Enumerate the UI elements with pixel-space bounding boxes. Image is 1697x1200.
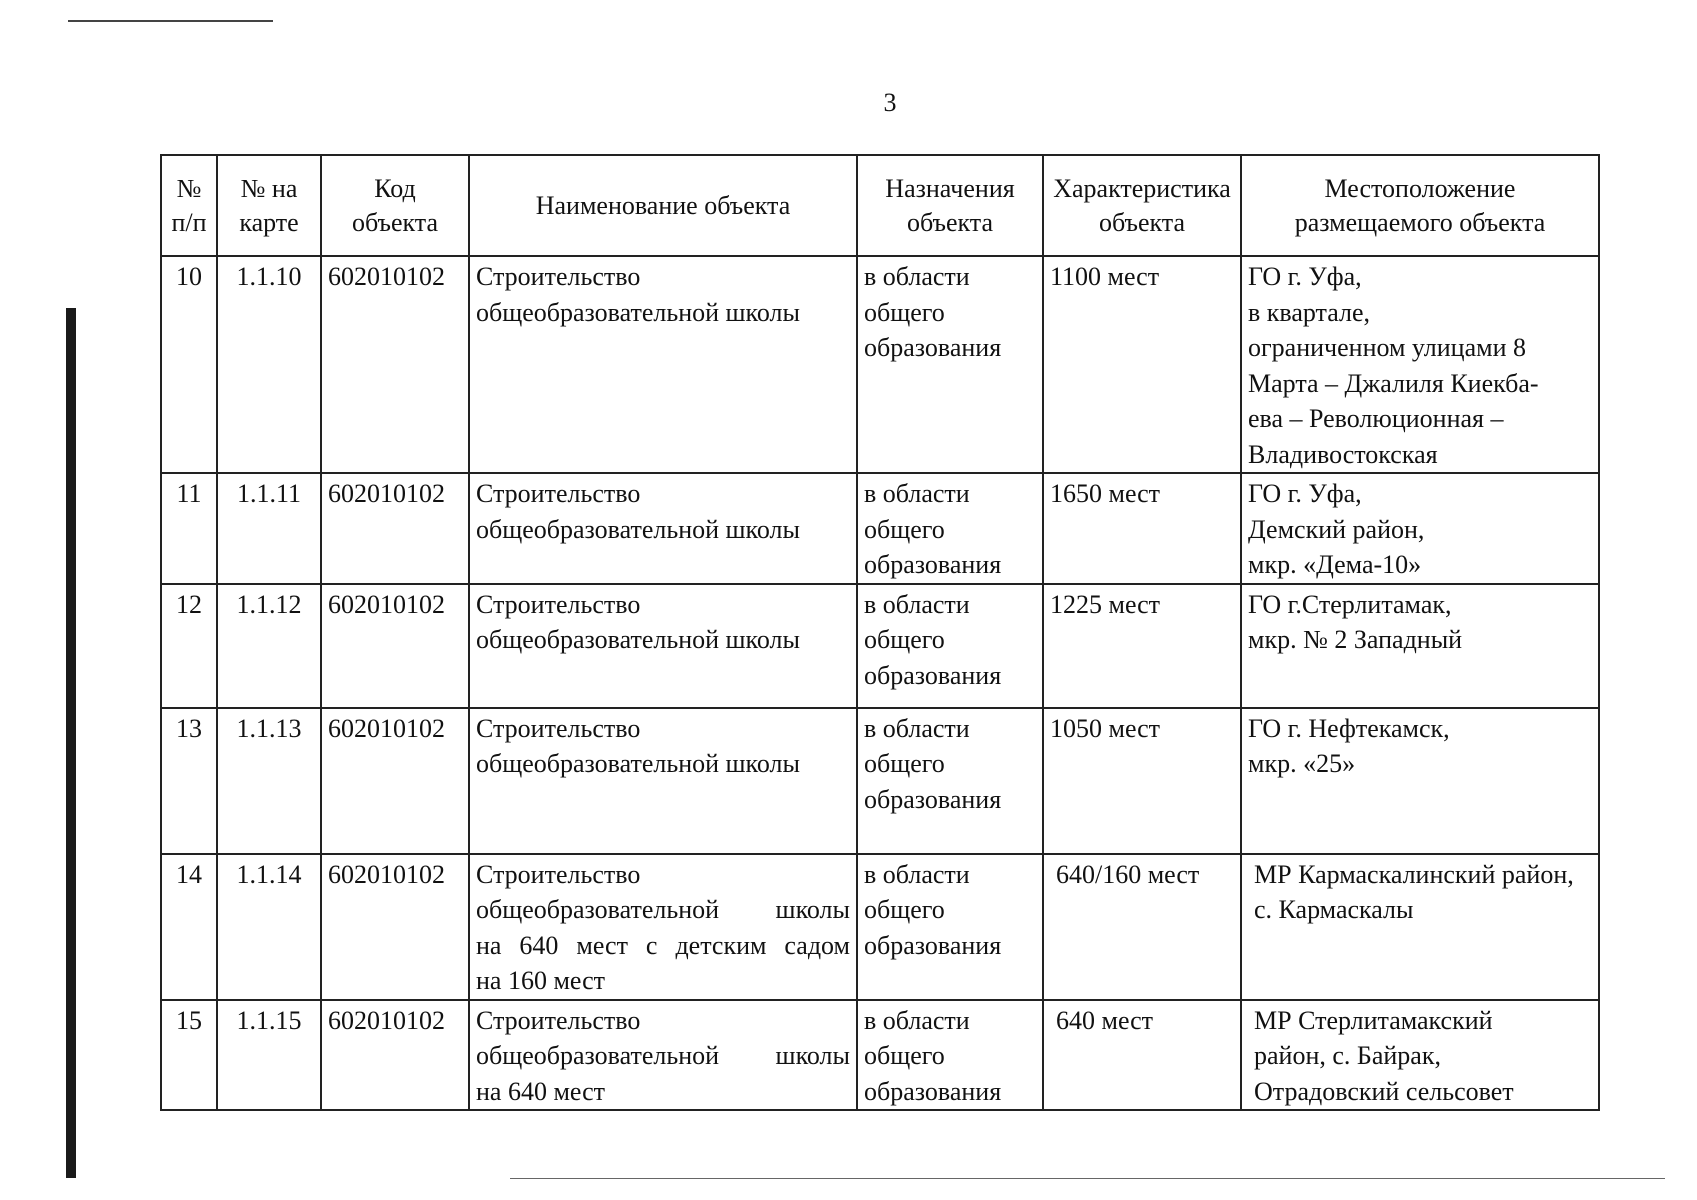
cell-map-number: 1.1.13	[217, 708, 321, 854]
cell-location	[1241, 473, 1599, 584]
cell-characteristic: 1225 мест	[1043, 584, 1241, 708]
cell-map-number: 1.1.10	[217, 256, 321, 473]
cell-purpose	[857, 584, 1043, 708]
cell-object-name-line: общеобразовательной школы	[476, 895, 850, 924]
cell-object-name-line: общеобразовательной школы	[476, 514, 800, 544]
scan-artifact-line-top	[68, 20, 273, 22]
header-cell	[857, 155, 1043, 256]
header-name-line-1: Наименование объекта	[535, 190, 791, 220]
header-loc-line-1: Местоположение	[1324, 173, 1516, 203]
cell-object-name-line: Строительство	[476, 479, 641, 508]
cell-location-line: в квартале,	[1248, 297, 1371, 327]
cell-characteristic: 1650 мест	[1043, 473, 1241, 584]
cell-characteristic: 1050 мест	[1043, 708, 1241, 854]
cell-object-name-line: на 640 мест с детским садом	[476, 930, 850, 960]
cell-object-name-line: Строительство	[476, 589, 641, 619]
cell-object-name	[469, 256, 857, 473]
cell-object-name-line: Строительство	[476, 713, 641, 743]
cell-purpose-line: в области	[864, 1005, 970, 1035]
cell-object-name	[469, 1000, 857, 1111]
cell-number: 11	[161, 473, 217, 584]
header-map-line-1: № на	[240, 173, 298, 203]
cell-number: 10	[161, 256, 217, 473]
header-cell	[1241, 155, 1599, 256]
cell-location-line: ограниченном улицами 8	[1248, 333, 1527, 362]
cell-object-name-line: Строительство	[476, 1005, 641, 1035]
cell-location-line: Отрадовский сельсовет	[1254, 1076, 1514, 1106]
header-cell	[321, 155, 469, 256]
cell-purpose-line: в области	[864, 479, 970, 508]
cell-map-number: 1.1.11	[217, 473, 321, 584]
cell-map-number: 1.1.12	[217, 584, 321, 708]
header-purpose-line-1: Назначения	[885, 173, 1015, 203]
cell-purpose-line: общего	[864, 749, 945, 778]
cell-location-line: ГО г. Нефтекамск,	[1248, 713, 1450, 743]
scan-artifact-bar-left	[66, 308, 76, 1178]
cell-purpose-line: общего	[864, 1041, 945, 1070]
cell-object-code: 602010102	[321, 854, 469, 1000]
cell-purpose-line: общего	[864, 625, 945, 654]
cell-location-line: мкр. «Дема-10»	[1248, 550, 1422, 579]
cell-location	[1241, 584, 1599, 708]
cell-purpose-line: в области	[864, 713, 970, 743]
header-purpose-line-2: объекта	[906, 207, 994, 237]
cell-location-line: Марта – Джалиля Киекба-	[1248, 368, 1539, 398]
cell-object-name	[469, 854, 857, 1000]
header-code-line-1: Код	[374, 173, 416, 203]
cell-characteristic: 640 мест	[1043, 1000, 1241, 1111]
cell-purpose-line: в области	[864, 859, 970, 889]
objects-table	[160, 154, 1600, 1111]
cell-purpose-line: образования	[864, 1076, 1002, 1106]
cell-object-name-line: общеобразовательной школы	[476, 1041, 850, 1070]
cell-purpose-line: образования	[864, 333, 1002, 362]
cell-map-number: 1.1.14	[217, 854, 321, 1000]
cell-location-line: ГО г. Уфа,	[1248, 479, 1362, 508]
table-row	[161, 584, 1599, 708]
cell-purpose-line: образования	[864, 550, 1002, 579]
cell-location	[1241, 854, 1599, 1000]
header-char-line-1: Характеристика	[1053, 173, 1231, 203]
cell-location-line: Владивостокская	[1248, 439, 1438, 469]
cell-object-code: 602010102	[321, 256, 469, 473]
cell-number: 15	[161, 1000, 217, 1111]
cell-characteristic: 640/160 мест	[1043, 854, 1241, 1000]
cell-object-name-line: общеобразовательной школы	[476, 297, 800, 327]
cell-location-line: с. Кармаскалы	[1254, 895, 1414, 924]
cell-object-name-line: на 160 мест	[476, 966, 605, 995]
header-cell	[161, 155, 217, 256]
cell-location-line: ГО г.Стерлитамак,	[1248, 589, 1452, 619]
table-row	[161, 256, 1599, 473]
header-map-line-2: карте	[239, 207, 299, 237]
page-number: 3	[883, 88, 897, 117]
cell-location-line: Демский район,	[1248, 514, 1425, 544]
header-char-line-2: объекта	[1098, 207, 1186, 237]
cell-location-line: ева – Революционная –	[1248, 404, 1504, 433]
table-row	[161, 708, 1599, 854]
cell-purpose	[857, 1000, 1043, 1111]
cell-object-name	[469, 584, 857, 708]
cell-object-code: 602010102	[321, 1000, 469, 1111]
cell-purpose	[857, 708, 1043, 854]
cell-location-line: МР Кармаскалинский район,	[1254, 859, 1574, 889]
cell-object-name-line: Строительство	[476, 859, 641, 889]
cell-map-number: 1.1.15	[217, 1000, 321, 1111]
cell-purpose	[857, 473, 1043, 584]
scan-artifact-line-bottom	[510, 1178, 1665, 1179]
cell-location	[1241, 1000, 1599, 1111]
cell-object-code: 602010102	[321, 708, 469, 854]
cell-location	[1241, 708, 1599, 854]
cell-object-code: 602010102	[321, 473, 469, 584]
cell-location-line: район, с. Байрак,	[1254, 1041, 1441, 1070]
cell-object-name	[469, 473, 857, 584]
cell-purpose	[857, 256, 1043, 473]
cell-number: 14	[161, 854, 217, 1000]
table-row	[161, 1000, 1599, 1111]
table-row	[161, 473, 1599, 584]
header-cell	[1043, 155, 1241, 256]
cell-purpose-line: образования	[864, 660, 1002, 690]
cell-number: 13	[161, 708, 217, 854]
cell-location	[1241, 256, 1599, 473]
cell-purpose	[857, 854, 1043, 1000]
header-loc-line-2: размещаемого объекта	[1294, 207, 1546, 237]
cell-purpose-line: в области	[864, 589, 970, 619]
cell-location-line: ГО г. Уфа,	[1248, 262, 1362, 291]
header-code-line-2: объекта	[351, 207, 439, 237]
cell-purpose-line: образования	[864, 930, 1002, 960]
cell-number: 12	[161, 584, 217, 708]
cell-object-name-line: на 640 мест	[476, 1076, 605, 1106]
cell-object-name-line: Строительство	[476, 262, 641, 291]
header-num-line-2: п/п	[171, 207, 207, 237]
cell-location-line: МР Стерлитамакский	[1254, 1005, 1493, 1035]
cell-location-line: мкр. «25»	[1248, 749, 1356, 778]
cell-purpose-line: общего	[864, 297, 945, 327]
header-cell	[469, 155, 857, 256]
cell-purpose-line: общего	[864, 895, 945, 924]
table-header-row	[161, 155, 1599, 256]
header-num-line-1: №	[176, 173, 202, 203]
cell-purpose-line: в области	[864, 262, 970, 291]
cell-object-code: 602010102	[321, 584, 469, 708]
cell-characteristic: 1100 мест	[1043, 256, 1241, 473]
table-row	[161, 854, 1599, 1000]
cell-object-name	[469, 708, 857, 854]
cell-object-name-line: общеобразовательной школы	[476, 625, 800, 654]
cell-purpose-line: общего	[864, 514, 945, 544]
header-cell	[217, 155, 321, 256]
cell-object-name-line: общеобразовательной школы	[476, 749, 800, 778]
cell-purpose-line: образования	[864, 784, 1002, 814]
cell-location-line: мкр. № 2 Западный	[1248, 625, 1463, 654]
